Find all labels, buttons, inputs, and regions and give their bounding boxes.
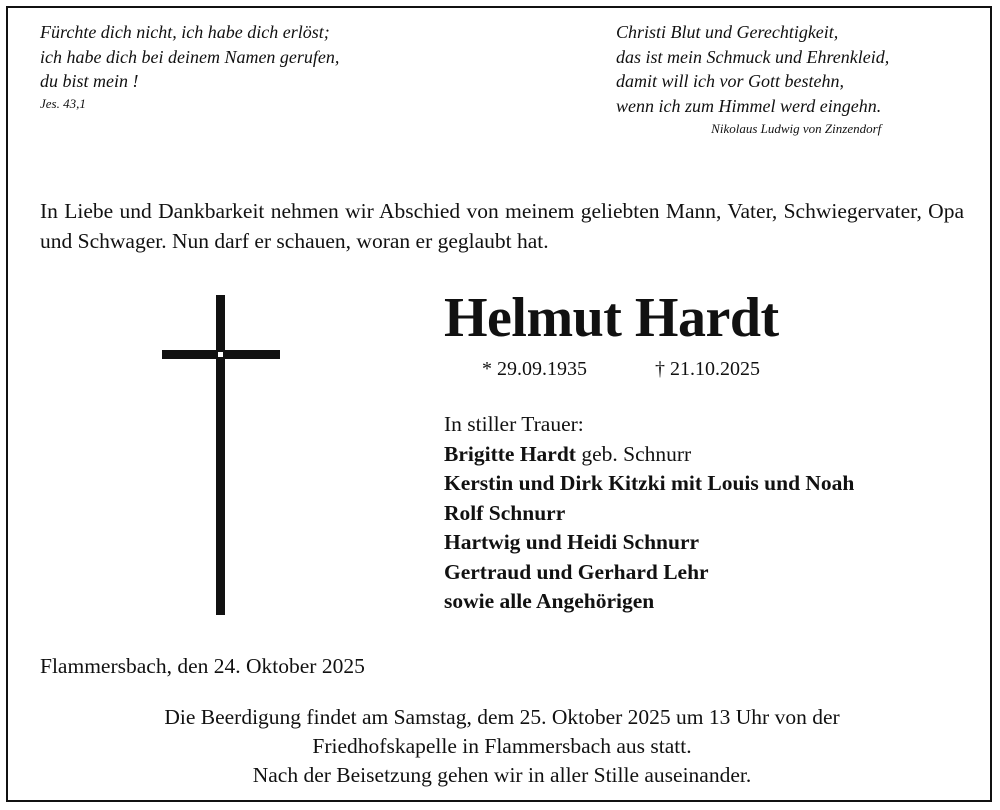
funeral-line: Friedhofskapelle in Flammersbach aus statt. [312, 734, 692, 758]
list-item [444, 440, 854, 470]
mourner-name: Brigitte Hardt [444, 441, 576, 466]
mourners-list [444, 410, 854, 617]
funeral-line: Nach der Beisetzung gehen wir in aller Stille auseinander. [252, 763, 752, 787]
verse-line: das ist mein Schmuck und Ehrenkleid, [616, 46, 890, 67]
funeral-line: Die Beerdigung findet am Samstag, dem 25. Oktober 2025 um 13 Uhr von der [164, 705, 840, 729]
verse-line: damit will ich vor Gott bestehn, [616, 71, 844, 91]
maiden-name: geb. Schnurr [575, 441, 692, 466]
verse-line: du bist mein ! [40, 71, 139, 91]
verse-reference: Jes. 43,1 [40, 95, 86, 111]
cross-icon [162, 295, 280, 615]
list-item: Kerstin und Dirk Kitzki mit Louis und Noah [444, 471, 855, 495]
list-item: sowie alle Angehörigen [444, 589, 655, 613]
deceased-name: Helmut Hardt [444, 287, 779, 349]
mourners-heading: In stiller Trauer: [444, 412, 584, 436]
list-item: Hartwig und Heidi Schnurr [444, 530, 700, 554]
farewell-text: In Liebe und Dankbarkeit nehmen wir Abschied von meinem geliebten Mann, Vater, Schwiegervater, Opa und Schwager. Nun darf er schauen, woran er geglaubt hat. [40, 199, 964, 253]
bible-verse [40, 20, 339, 114]
verse-line: wenn ich zum Himmel werd eingehn. [616, 95, 882, 116]
place-and-date: Flammersbach, den 24. Oktober 2025 [40, 654, 365, 678]
verse-author: Nikolaus Ludwig von Zinzendorf [711, 121, 882, 136]
death-date: † 21.10.2025 [655, 358, 760, 380]
hymn-verse [616, 20, 889, 139]
funeral-info [40, 703, 964, 790]
birth-date: * 29.09.1935 [482, 358, 587, 380]
verse-line: ich habe dich bei deinem Namen gerufen, [40, 46, 340, 67]
list-item: Gertraud und Gerhard Lehr [444, 559, 709, 584]
verse-line: Fürchte dich nicht, ich habe dich erlöst; [40, 22, 330, 42]
verse-line: Christi Blut und Gerechtigkeit, [616, 22, 839, 42]
list-item: Rolf Schnurr [444, 500, 566, 525]
